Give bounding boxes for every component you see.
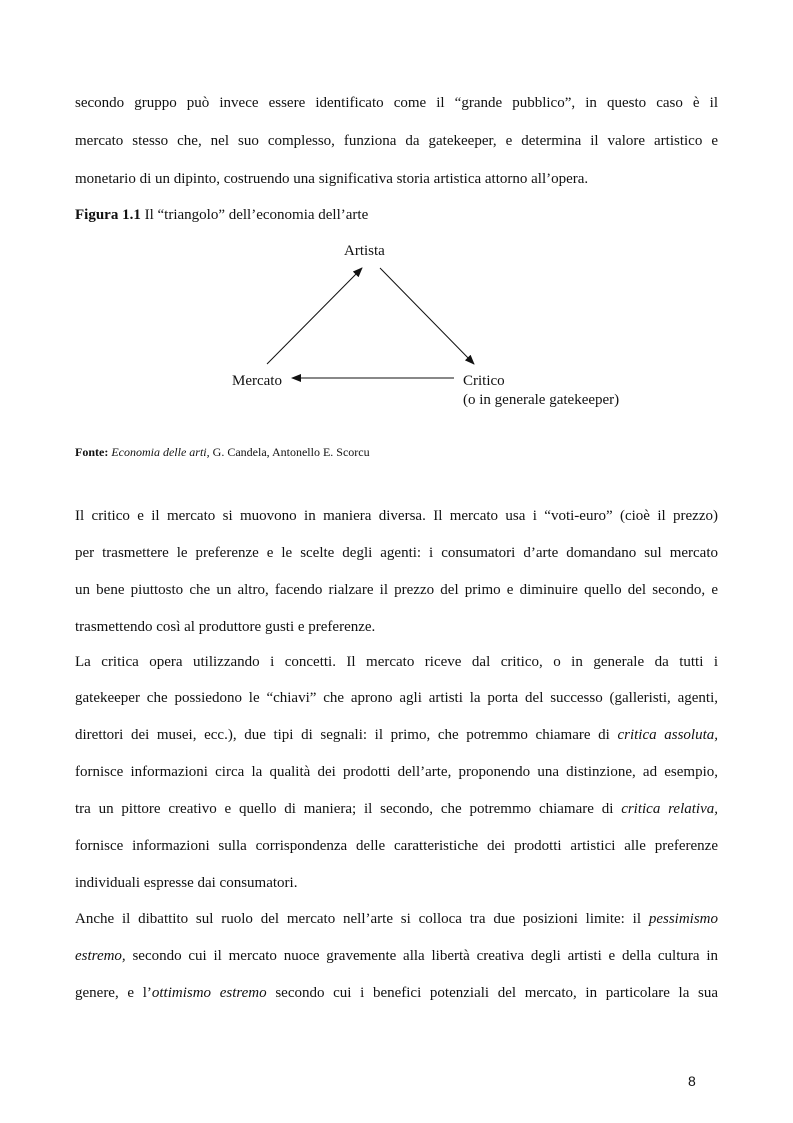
p1-line-3: un bene piuttosto che un altro, facendo rialzare il prezzo del primo e diminuire quello del secondo, e: [75, 582, 718, 598]
p2-line-5: [75, 799, 718, 819]
source-title: Economia delle arti,: [111, 445, 210, 459]
term-pessimismo: pessimismo: [648, 911, 719, 927]
term-ottimismo-estremo: ottimismo estremo: [151, 985, 267, 1001]
p2-line-3: [75, 725, 718, 745]
p3-line-3-text-b: secondo cui i benefici potenziali del mercato, in particolare la sua: [275, 985, 719, 1001]
p3-line-1: [75, 909, 718, 929]
node-critic: Critico: [463, 373, 505, 389]
source-label: Fonte:: [75, 445, 109, 459]
term-estremo: estremo,: [75, 948, 126, 964]
source-authors: G. Candela, Antonello E. Scorcu: [212, 445, 370, 459]
p2-line-6: fornisce informazioni sulla corrispondenza delle caratteristiche dei prodotti artistici alle preferenze: [75, 838, 718, 854]
p2-line-4: fornisce informazioni circa la qualità dei prodotti dell’arte, proponendo una distinzione, ad esempio,: [75, 764, 718, 780]
p2-line-1: La critica opera utilizzando i concetti. Il mercato riceve dal critico, o in generale da tutti i: [75, 654, 718, 670]
p3-line-1-text: Anche il dibattito sul ruolo del mercato nell’arte si colloca tra due posizioni limite: il: [75, 911, 642, 927]
intro-line-1: secondo gruppo può invece essere identificato come il “grande pubblico”, in questo caso è il: [75, 95, 718, 111]
p3-line-2: [75, 946, 718, 966]
intro-line-2: mercato stesso che, nel suo complesso, funziona da gatekeeper, e determina il valore artistico e: [75, 133, 718, 149]
p3-line-3: [75, 983, 718, 1003]
page-number: 8: [688, 1073, 696, 1089]
p2-line-5-text: tra un pittore creativo e quello di maniera; il secondo, che potremmo chiamare di: [75, 801, 614, 817]
p3-line-2-text: secondo cui il mercato nuoce gravemente alla libertà creativa degli artisti e della cultura in: [132, 948, 718, 964]
arrow-artist-to-critic: [380, 268, 474, 364]
figure-title: Il “triangolo” dell’economia dell’arte: [144, 207, 369, 223]
p2-line-2: gatekeeper che possiedono le “chiavi” che aprono agli artisti la porta del successo (galleristi, agenti,: [75, 690, 718, 706]
triangle-diagram: [220, 238, 650, 418]
node-artist: Artista: [344, 243, 385, 259]
figure-label: Figura 1.1: [75, 207, 141, 223]
node-market: Mercato: [232, 373, 282, 389]
p3-line-3-text-a: genere, e l’: [75, 985, 152, 1001]
p1-line-1: Il critico e il mercato si muovono in maniera diversa. Il mercato usa i “voti-euro” (cioè il prezzo): [75, 508, 718, 524]
p2-line-7: individuali espresse dai consumatori.: [75, 875, 298, 891]
node-critic-subtitle: (o in generale gatekeeper): [463, 392, 620, 408]
term-critica-assoluta: critica assoluta,: [617, 727, 718, 743]
figure-caption: [75, 205, 368, 225]
term-critica-relativa: critica relativa,: [621, 801, 718, 817]
arrow-market-to-artist: [267, 268, 362, 364]
p1-line-4: trasmettendo così al produttore gusti e preferenze.: [75, 619, 376, 635]
p1-line-2: per trasmettere le preferenze e le scelte degli agenti: i consumatori d’arte domandano sul mercato: [75, 545, 718, 561]
p2-line-3-text: direttori dei musei, ecc.), due tipi di segnali: il primo, che potremmo chiamare di: [75, 727, 610, 743]
figure-source: [75, 444, 370, 460]
intro-line-3: monetario di un dipinto, costruendo una significativa storia artistica attorno all’opera.: [75, 171, 589, 187]
